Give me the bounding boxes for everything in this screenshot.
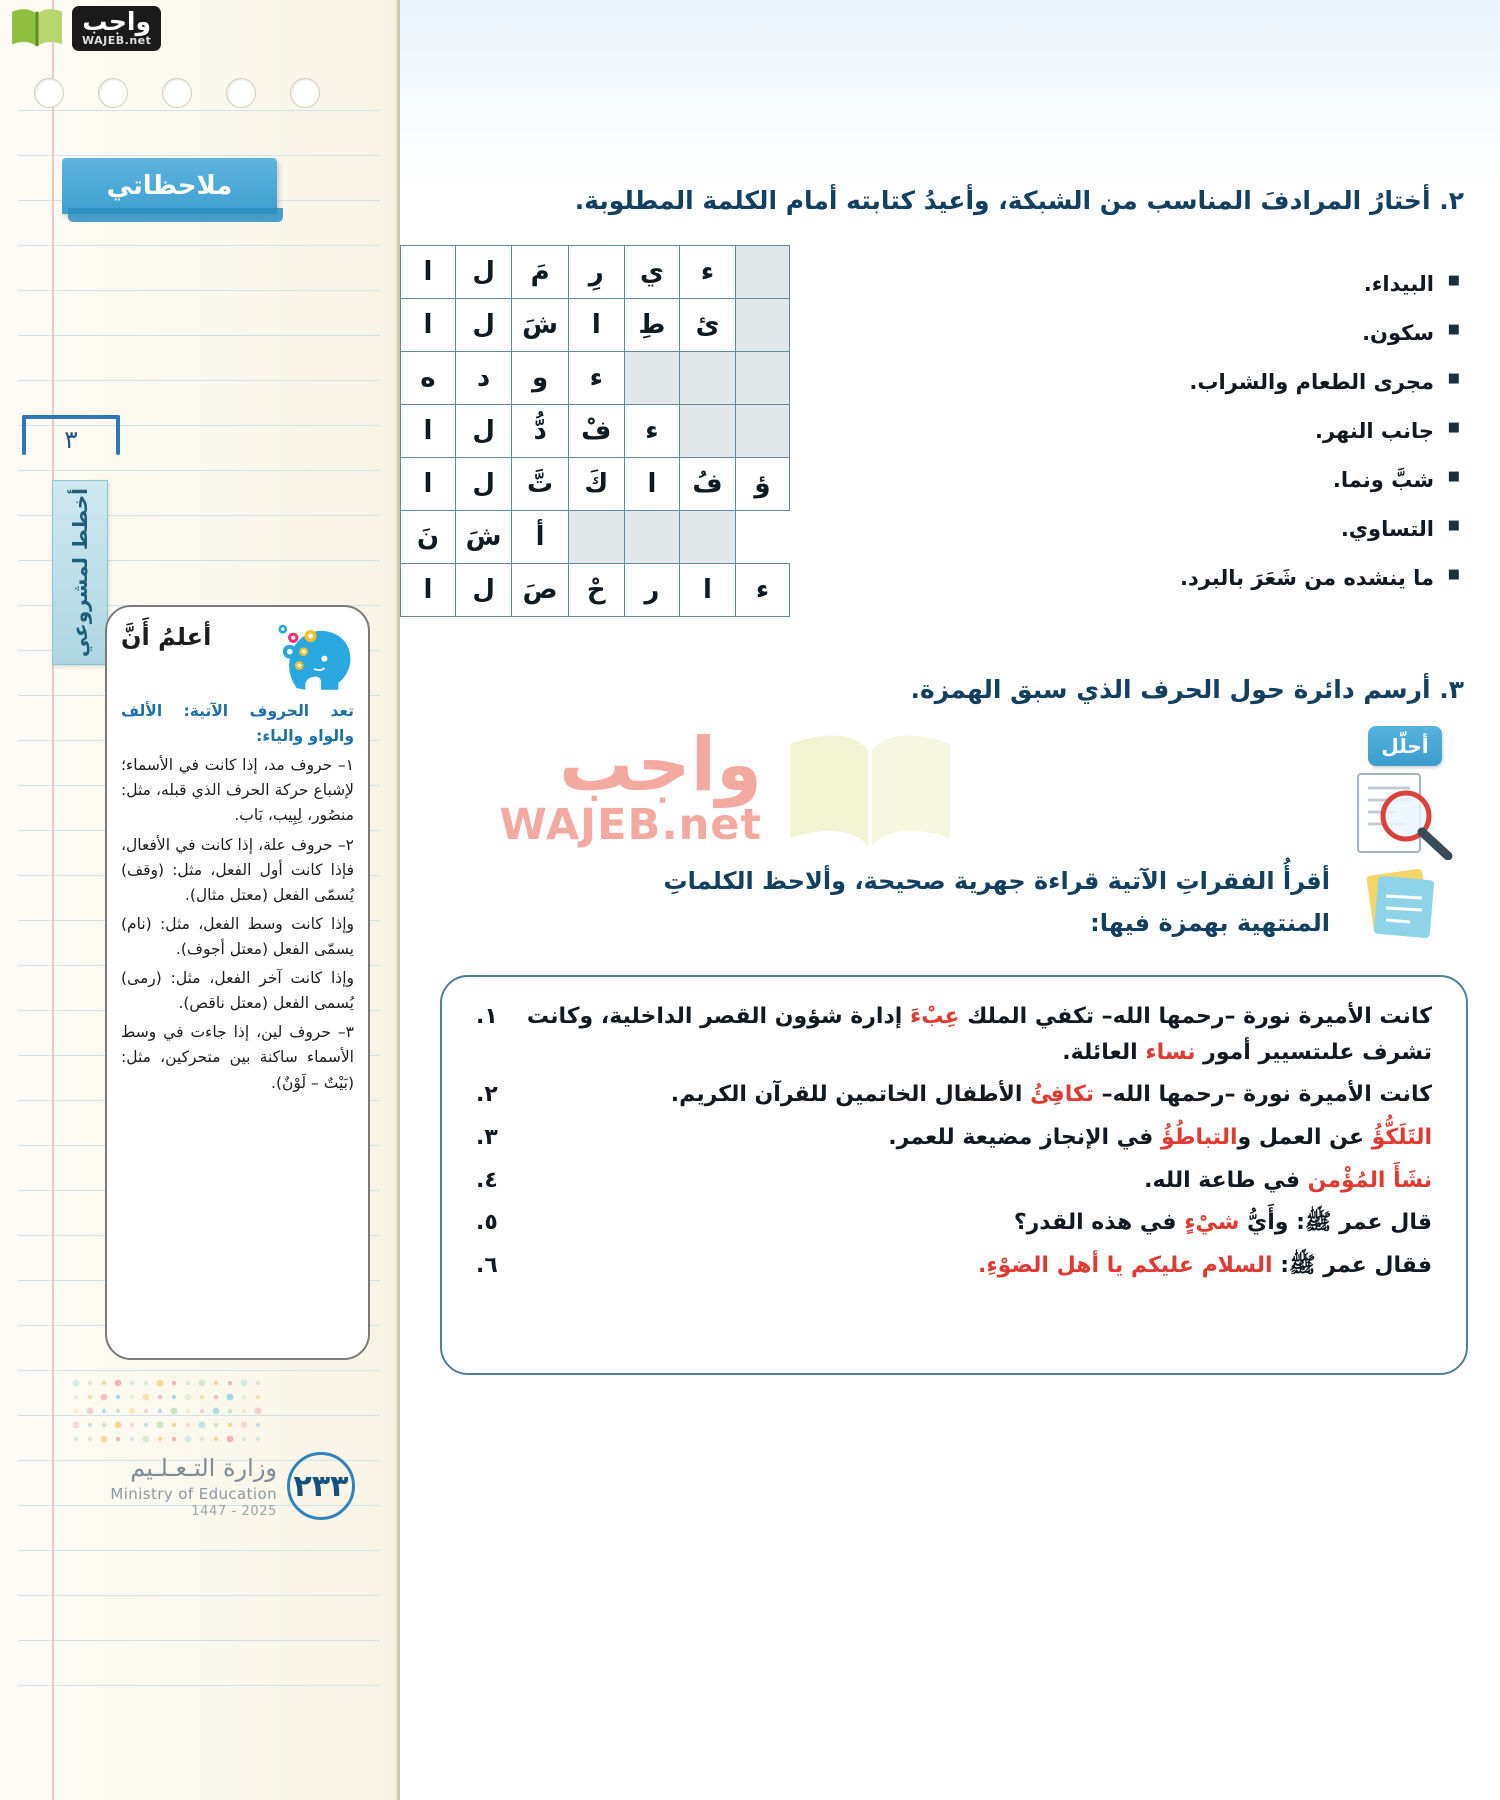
watermark-arabic: واجب: [558, 721, 762, 808]
letter-grid-cell[interactable]: ه: [401, 352, 456, 405]
letter-grid-cell[interactable]: [624, 511, 679, 564]
letter-grid-cell[interactable]: كَ: [568, 458, 624, 511]
page-footer: [55, 1452, 355, 1520]
letter-grid-row: [401, 564, 790, 617]
ministry-name-english: Ministry of Education: [110, 1484, 277, 1503]
sentence-item: [476, 1077, 1432, 1113]
sentence-fragment: عن العمل و: [1237, 1124, 1372, 1150]
page-marker-number: ٣: [64, 425, 78, 454]
notes-tab[interactable]: [62, 158, 277, 214]
letter-grid-cell[interactable]: ا: [401, 299, 456, 352]
letter-grid-cell[interactable]: رِ: [568, 246, 624, 299]
sticky-notes-icon: [1364, 862, 1442, 944]
sentence-fragment: في الإنجاز مضيعة للعمر.: [888, 1124, 1161, 1150]
highlighted-word: تكافِئُ: [1030, 1082, 1095, 1108]
synonym-list-item: ■ التساوي.: [1030, 517, 1460, 541]
question-3-heading: ٣. أرسم دائرة حول الحرف الذي سبق الهمزة.: [910, 675, 1464, 704]
synonym-list-item: ■ ما ينشده من شَعَرَ بالبرد.: [1030, 566, 1460, 590]
letter-grid-row: [401, 352, 790, 405]
highlighted-word: المُؤْمن: [1307, 1167, 1386, 1193]
analyze-badge-label: أحلّل: [1381, 734, 1429, 758]
letter-grid-cell[interactable]: ء: [735, 564, 789, 617]
synonym-list-item: ■ شبَّ ونما.: [1030, 468, 1460, 492]
highlighted-word: التباطُؤُ: [1161, 1124, 1238, 1150]
page-number-badge: ٢٣٣: [287, 1452, 355, 1520]
notebook-line: [18, 1685, 380, 1686]
letter-grid-cell[interactable]: ل: [455, 405, 512, 458]
letter-grid-cell[interactable]: ل: [455, 564, 512, 617]
highlighted-word: التَلَكُّؤُ: [1371, 1124, 1432, 1150]
notebook-line: [18, 1595, 380, 1596]
know-card-para-4: وإذا كانت آخر الفعل، مثل: (رمى) يُسمى الفعل (معتل ناقص).: [121, 969, 354, 1013]
letter-grid-cell[interactable]: [568, 511, 624, 564]
punch-hole: [34, 78, 64, 108]
letter-grid-cell[interactable]: نَ: [401, 511, 456, 564]
synonym-list-item: ■ مجرى الطعام والشراب.: [1030, 370, 1460, 394]
sentence-fragment: كانت الأميرة نورة –رحمها الله–: [1094, 1082, 1432, 1108]
letter-grid-cell[interactable]: ا: [401, 246, 456, 299]
sentence-text: [520, 999, 1432, 1070]
wajeb-logo-box: [72, 6, 161, 51]
sentence-number: ٥.: [476, 1210, 498, 1236]
know-card-lead: تعد الحروف الآتية: الألف والواو والياء:: [121, 702, 354, 746]
sentence-item: [476, 1120, 1432, 1156]
notebook-punch-holes: [0, 78, 400, 118]
know-card-para-1: ١– حروف مد، إذا كانت في الأسماء؛ لإشباع حركة الحرف الذي قبله، مثل: منصُور، لِبِيب، بَاب.: [121, 756, 354, 825]
letter-grid-cell[interactable]: و: [512, 352, 569, 405]
sentence-fragment: فقال عمر ﷺ:: [1272, 1252, 1432, 1278]
notes-tab-label: ملاحظاتي: [106, 171, 233, 201]
watermark: [440, 715, 960, 865]
sentence-list: [476, 999, 1432, 1283]
sentence-fragment: إدارة شؤون القصر الداخلية، وكانت تشرف علىتسيير أمور: [526, 1004, 1432, 1065]
letter-grid-cell[interactable]: تَّ: [512, 458, 569, 511]
sentence-number: ٤.: [476, 1167, 498, 1193]
read-instruction: أقرأُ الفقراتِ الآتية قراءة جهرية صحيحة، وألاحظ الكلماتِ المنتهية بهمزة فيها:: [663, 867, 1330, 937]
letter-grid-cell[interactable]: ئ: [680, 299, 736, 352]
sentence-fragment: الأطفال الخاتمين للقرآن الكريم.: [670, 1082, 1031, 1108]
page-marker-bracket: [22, 415, 120, 467]
highlighted-word: الضوْءِ.: [978, 1252, 1049, 1278]
letter-grid-cell[interactable]: ا: [680, 564, 736, 617]
wajeb-logo-english: WAJEB.net: [82, 33, 152, 47]
notebook-panel: [0, 0, 400, 1800]
letter-grid-cell[interactable]: فْ: [568, 405, 624, 458]
sentence-text: [520, 1248, 1432, 1284]
notebook-line: [18, 335, 380, 336]
question-2-heading: ٢. أختارُ المرادفَ المناسب من الشبكة، وأعيدُ كتابته أمام الكلمة المطلوبة.: [574, 186, 1464, 215]
letter-grid-cell[interactable]: ء: [680, 246, 736, 299]
highlighted-word: نساء: [1145, 1039, 1196, 1065]
sentences-box: [440, 975, 1468, 1375]
watermark-book-icon: [780, 720, 960, 860]
magnifier-document-icon: [1344, 768, 1464, 860]
know-card-para-5: ٣– حروف لين، إذا جاءت في وسط الأسماء ساكنة بين متحركين، مثل: (بَيْتٌ – لَوْنٌ).: [121, 1023, 354, 1092]
letter-grid-row: [401, 511, 790, 564]
sentence-fragment: كانت الأميرة نورة –رحمها الله– تكفي الملك: [959, 1004, 1432, 1029]
letter-grid-cell[interactable]: أ: [512, 511, 569, 564]
letter-grid-cell[interactable]: ا: [401, 458, 456, 511]
sentence-number: ١.: [476, 1004, 498, 1029]
open-book-icon: [8, 4, 66, 52]
notebook-line: [18, 470, 380, 471]
main-content: [400, 0, 1500, 1800]
wajeb-logo-arabic: واجب: [82, 6, 151, 36]
letter-grid-table[interactable]: [400, 245, 790, 617]
letter-grid-cell[interactable]: ل: [455, 299, 512, 352]
synonym-list-item: ■ سكون.: [1030, 321, 1460, 345]
sentence-fragment: قال عمر ﷺ: وأَيُّ: [1239, 1210, 1432, 1236]
letter-grid-cell[interactable]: ء: [568, 352, 624, 405]
letter-grid-cell[interactable]: [624, 352, 679, 405]
letter-grid-cell[interactable]: فُ: [680, 458, 736, 511]
notebook-line: [18, 380, 380, 381]
decorative-dot-pattern: [70, 1375, 270, 1445]
know-card-para-3: وإذا كانت وسط الفعل، مثل: (نام) يسمّى الفعل (معتل أجوف).: [121, 914, 354, 958]
sentence-fragment: العائلة.: [1062, 1039, 1146, 1065]
letter-grid-cell[interactable]: [680, 511, 736, 564]
sentence-fragment: في هذه القدر؟: [1013, 1210, 1185, 1236]
bracket-top-bar: [22, 415, 120, 419]
know-card-title: أعلمُ أَنَّ: [121, 623, 212, 651]
punch-hole: [226, 78, 256, 108]
letter-grid-cell[interactable]: ا: [401, 564, 456, 617]
know-card-header: [121, 617, 354, 695]
letter-grid-cell[interactable]: ا: [401, 405, 456, 458]
know-card-body: [121, 699, 354, 1096]
punch-hole: [290, 78, 320, 108]
letter-grid-cell[interactable]: [735, 352, 789, 405]
letter-grid-cell[interactable]: [680, 405, 736, 458]
letter-grid-cell[interactable]: [735, 246, 789, 299]
letter-grid-cell[interactable]: ا: [624, 458, 679, 511]
sentence-fragment: في طاعة الله.: [1144, 1167, 1308, 1193]
letter-grid-cell[interactable]: ا: [568, 299, 624, 352]
letter-grid-cell[interactable]: ل: [455, 246, 512, 299]
highlighted-word: عِبْءَ: [909, 1004, 960, 1029]
highlighted-word: نشَأَ: [1393, 1167, 1432, 1193]
letter-grid-cell[interactable]: دُّ: [512, 405, 569, 458]
letter-grid-cell[interactable]: [680, 352, 736, 405]
letter-grid-cell[interactable]: د: [455, 352, 512, 405]
letter-grid-cell[interactable]: [735, 299, 789, 352]
sentence-text: [520, 1120, 1432, 1156]
notebook-line: [18, 1370, 380, 1371]
letter-grid-cell[interactable]: طِ: [624, 299, 679, 352]
letter-grid-cell[interactable]: ؤ: [735, 458, 789, 511]
letter-grid-cell[interactable]: ي: [624, 246, 679, 299]
letter-grid-cell[interactable]: صَ: [512, 564, 569, 617]
notebook-line: [18, 1550, 380, 1551]
letter-grid-cell[interactable]: ر: [624, 564, 679, 617]
letter-grid-cell[interactable]: حْ: [568, 564, 624, 617]
sentence-item: [476, 1248, 1432, 1284]
letter-grid-cell[interactable]: شَ: [512, 299, 569, 352]
letter-grid-wrapper: [400, 245, 790, 617]
letter-grid-cell[interactable]: [735, 405, 789, 458]
punch-hole: [162, 78, 192, 108]
letter-grid-row: [401, 458, 790, 511]
wajeb-logo: [8, 4, 161, 52]
highlighted-word: شيْءٍ: [1184, 1210, 1240, 1236]
sentence-text: [520, 1077, 1432, 1113]
letter-grid-cell[interactable]: [735, 511, 789, 564]
know-that-card: [105, 605, 370, 1360]
project-ribbon: [52, 480, 108, 665]
notebook-line: [18, 1640, 380, 1641]
notebook-line: [18, 245, 380, 246]
watermark-english: WAJEB.net: [499, 800, 762, 851]
project-ribbon-label: أخطط لمشروعي: [68, 487, 92, 658]
letter-grid-cell[interactable]: مَ: [512, 246, 569, 299]
letter-grid-cell[interactable]: ل: [455, 458, 512, 511]
synonym-list-item: ■ جانب النهر.: [1030, 419, 1460, 443]
analyze-badge: [1368, 726, 1442, 766]
footer-year: 2025 - 1447: [191, 1503, 277, 1519]
letter-grid-row: [401, 405, 790, 458]
punch-hole: [98, 78, 128, 108]
sentence-number: ٣.: [476, 1124, 498, 1150]
notebook-line: [18, 290, 380, 291]
letter-grid-row: [401, 299, 790, 352]
synonym-list-item: ■ البيداء.: [1030, 272, 1460, 296]
sentence-number: ٢.: [476, 1082, 498, 1108]
letter-grid-cell[interactable]: ء: [624, 405, 679, 458]
notebook-margin-line: [52, 0, 54, 1800]
sentence-item: [476, 1163, 1432, 1199]
letter-grid-row: [401, 246, 790, 299]
know-card-para-2: ٢– حروف علة، إذا كانت في الأفعال، فإذا كانت أول الفعل، مثل: (وقف) يُسمّى الفعل (معتل مثال).: [121, 835, 354, 904]
sentence-item: [476, 1205, 1432, 1241]
sentence-text: [520, 1163, 1432, 1199]
sentence-item: [476, 999, 1432, 1070]
brain-gears-icon: [270, 617, 358, 695]
sentence-number: ٦.: [476, 1252, 498, 1278]
ministry-name-arabic: وزارة التـعـلـيم: [130, 1453, 277, 1482]
notebook-line: [18, 155, 380, 156]
sentence-fragment: [1385, 1168, 1393, 1193]
letter-grid-cell[interactable]: شَ: [455, 511, 512, 564]
synonym-word-list: [1030, 272, 1460, 615]
highlighted-word: السلام عليكم يا أهل: [1048, 1252, 1273, 1278]
sentence-text: [520, 1205, 1432, 1241]
